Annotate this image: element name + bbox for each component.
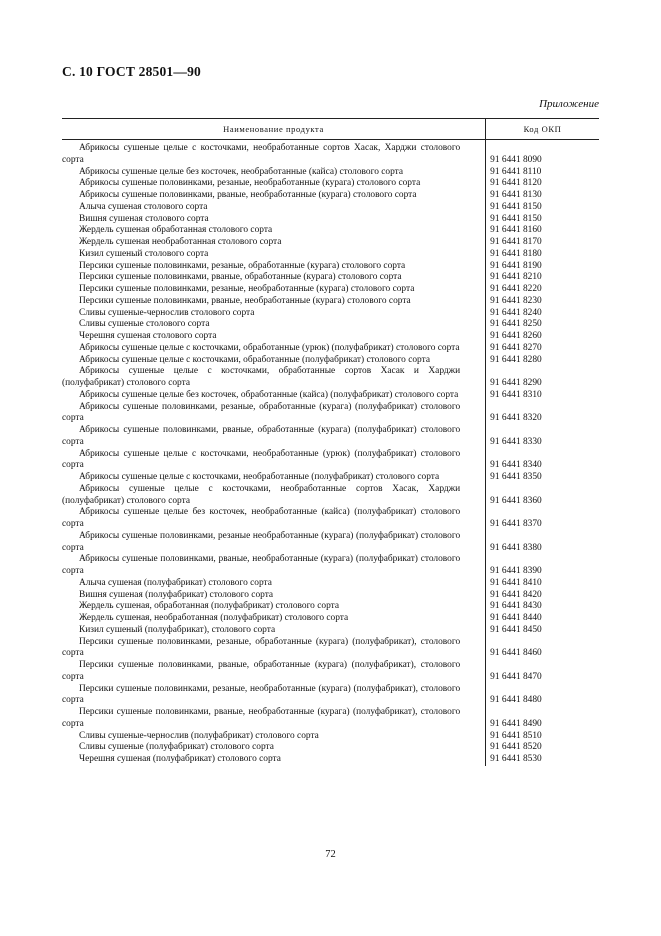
page-header: С. 10 ГОСТ 28501—90 [62,64,201,79]
table-row [62,578,599,590]
okp-code-cell: 91 6441 8110 [490,166,542,177]
okp-code-cell: 91 6441 8320 [490,413,542,424]
table-body [62,140,599,766]
product-name-cell: Персики сушеные половинками, рваные, обработанные (курага) (полуфабрикат), столового сорта [62,660,461,682]
table-row [62,343,599,355]
okp-code-cell: 91 6441 8380 [490,542,542,553]
okp-code-cell: 91 6441 8530 [490,754,542,764]
okp-code-cell: 91 6441 8360 [490,495,542,506]
product-name-cell: Абрикосы сушеные целые с косточками, необработанные (урюк) (полуфабрикат) столового сорта [62,448,461,471]
table-row [62,167,599,179]
table-row [62,590,599,602]
table-row [62,249,599,261]
table-row [62,613,599,625]
table-row [62,237,599,249]
product-code-table [62,118,599,766]
okp-code-cell: 91 6441 8410 [490,577,542,588]
okp-code-cell: 91 6441 8220 [490,284,542,294]
product-name-cell: Абрикосы сушеные половинками, резаные, обработанные (курага) (полуфабрикат) столового сорта [62,401,461,424]
product-name-cell: Жердель сушеная обработанная столового сорта [79,225,273,236]
okp-code-cell: 91 6441 8130 [490,190,542,200]
product-name-cell: Абрикосы сушеные целые с косточками, необработанные сортов Хасак, Харджи столового сорта [62,143,461,165]
table-row [62,225,599,237]
product-name-cell: Персики сушеные половинками, резаные, необработанные (курага) (полуфабрикат), столового сорта [62,683,461,706]
okp-code-cell: 91 6441 8270 [490,342,542,353]
page-number: 72 [325,849,336,860]
table-row [62,472,599,484]
table-row [62,308,599,320]
okp-code-cell: 91 6441 8340 [490,460,542,471]
product-name-cell: Алыча сушеная (полуфабрикат) столового сорта [79,577,272,588]
product-name-cell: Абрикосы сушеные половинками, резаные, необработанные (курага) столового сорта [79,178,421,189]
table-row [62,261,599,273]
product-name-cell: Абрикосы сушеные целые с косточками, необработанные (полуфабрикат) столового сорта [79,472,440,482]
table-row [62,284,599,296]
product-name-cell: Сливы сушеные столового сорта [79,319,210,330]
okp-code-cell: 91 6441 8370 [490,519,542,529]
table-row [62,366,599,390]
okp-code-cell: 91 6441 8290 [490,378,542,388]
table-row [62,625,599,637]
product-name-cell: Сливы сушеные-чернослив столового сорта [79,307,255,318]
table-row [62,754,599,766]
product-name-cell: Персики сушеные половинками, резаные, необработанные (курага) столового сорта [79,284,415,294]
product-name-cell: Кизил сушеный столового сорта [79,248,209,259]
table-row [62,214,599,226]
product-name-cell: Жердель сушеная, обработанная (полуфабрикат) столового сорта [79,601,340,612]
product-name-cell: Абрикосы сушеные целые без косточек, необработанные (кайса) (полуфабрикат) столового сорта [62,507,461,529]
okp-code-cell: 91 6441 8180 [490,248,542,259]
okp-code-cell: 91 6441 8210 [490,272,542,283]
product-name-cell: Абрикосы сушеные целые без косточек, обработанные (кайса) (полуфабрикат) столового сорта [79,389,459,400]
column-header-name: Наименование продукта [62,119,486,139]
table-row [62,190,599,202]
product-name-cell: Абрикосы сушеные половинками, рваные, необработанные (курага) столового сорта [79,190,417,200]
appendix-label: Приложение [539,98,599,110]
product-name-cell: Персики сушеные половинками, рваные, обработанные (курага) столового сорта [79,272,402,283]
product-name-cell: Черешня сушеная (полуфабрикат) столового сорта [79,754,281,764]
table-row [62,707,599,731]
okp-code-cell: 91 6441 8480 [490,695,542,706]
table-row [62,742,599,754]
product-name-cell: Абрикосы сушеные целые с косточками, необработанные сортов Хасак, Харджи (полуфабрикат) столового сорта [62,483,461,506]
product-name-cell: Абрикосы сушеные половинками, рваные, необработанные (курага) (полуфабрикат) столового сорта [62,554,461,576]
table-row [62,402,599,426]
okp-code-cell: 91 6441 8470 [490,671,542,682]
table-row [62,731,599,743]
table-row [62,355,599,367]
table-rows [62,140,599,766]
okp-code-cell: 91 6441 8490 [490,718,542,729]
product-name-cell: Абрикосы сушеные половинками, резаные необработанные (курага) (полуфабрикат) столового сорта [62,530,461,553]
product-name-cell: Вишня сушеная столового сорта [79,213,209,224]
okp-code-cell: 91 6441 8420 [490,589,542,600]
table-row [62,272,599,284]
okp-code-cell: 91 6441 8160 [490,225,542,236]
okp-code-cell: 91 6441 8150 [490,213,542,224]
okp-code-cell: 91 6441 8190 [490,260,542,271]
table-row [62,178,599,190]
table-header [62,118,599,140]
okp-code-cell: 91 6441 8350 [490,472,542,482]
okp-code-cell: 91 6441 8510 [490,730,542,741]
product-name-cell: Вишня сушеная (полуфабрикат) столового сорта [79,589,274,600]
product-name-cell: Абрикосы сушеные целые без косточек, необработанные (кайса) столового сорта [79,166,404,177]
table-row [62,319,599,331]
okp-code-cell: 91 6441 8310 [490,389,542,400]
product-name-cell: Сливы сушеные-чернослив (полуфабрикат) столового сорта [79,730,319,741]
okp-code-cell: 91 6441 8450 [490,624,542,635]
table-row [62,601,599,613]
table-row [62,637,599,661]
product-name-cell: Абрикосы сушеные целые с косточками, обработанные сортов Хасак и Харджи (полуфабрикат) столового сорта [62,366,461,388]
table-row [62,449,599,473]
okp-code-cell: 91 6441 8120 [490,178,542,189]
okp-code-cell: 91 6441 8460 [490,648,542,659]
okp-code-cell: 91 6441 8330 [490,436,542,447]
okp-code-cell: 91 6441 8390 [490,566,542,576]
okp-code-cell: 91 6441 8170 [490,237,542,247]
product-name-cell: Алыча сушеная столового сорта [79,201,208,212]
table-row [62,143,599,167]
table-row [62,684,599,708]
okp-code-cell: 91 6441 8430 [490,601,542,612]
okp-code-cell: 91 6441 8240 [490,307,542,318]
table-row [62,390,599,402]
table-row [62,296,599,308]
product-name-cell: Персики сушеные половинками, резаные, обработанные (курага) (полуфабрикат), столового сорта [62,636,461,659]
okp-code-cell: 91 6441 8440 [490,613,542,623]
product-name-cell: Абрикосы сушеные целые с косточками, обработанные (урюк) (полуфабрикат) столового сорта [79,342,460,353]
okp-code-cell: 91 6441 8150 [490,201,542,212]
product-name-cell: Абрикосы сушеные целые с косточками, обработанные (полуфабрикат) столового сорта [79,354,430,365]
okp-code-cell: 91 6441 8520 [490,742,542,753]
okp-code-cell: 91 6441 8280 [490,354,542,365]
product-name-cell: Жердель сушеная необработанная столового сорта [79,237,282,247]
product-name-cell: Сливы сушеные (полуфабрикат) столового сорта [79,742,274,753]
product-name-cell: Персики сушеные половинками, рваные, необработанные (курага) (полуфабрикат), столового сорта [62,707,461,729]
product-name-cell: Абрикосы сушеные половинками, рваные, обработанные (курага) (полуфабрикат) столового сорта [62,425,461,447]
table-row [62,531,599,555]
okp-code-cell: 91 6441 8230 [490,295,542,306]
okp-code-cell: 91 6441 8090 [490,154,542,165]
table-row [62,425,599,449]
column-header-code: Код ОКП [523,124,562,134]
product-name-cell: Персики сушеные половинками, резаные, обработанные (курага) столового сорта [79,260,406,271]
table-row [62,507,599,531]
product-name-cell: Кизил сушеный (полуфабрикат), столового сорта [79,624,276,635]
table-row [62,554,599,578]
table-row [62,331,599,343]
table-row [62,202,599,214]
product-name-cell: Персики сушеные половинками, рваные, необработанные (курага) столового сорта [79,295,411,306]
table-row [62,484,599,508]
product-name-cell: Жердель сушеная, необработанная (полуфабрикат) столового сорта [79,613,349,623]
table-row [62,660,599,684]
product-name-cell: Черешня сушеная столового сорта [79,331,217,341]
okp-code-cell: 91 6441 8250 [490,319,542,330]
okp-code-cell: 91 6441 8260 [490,331,542,341]
